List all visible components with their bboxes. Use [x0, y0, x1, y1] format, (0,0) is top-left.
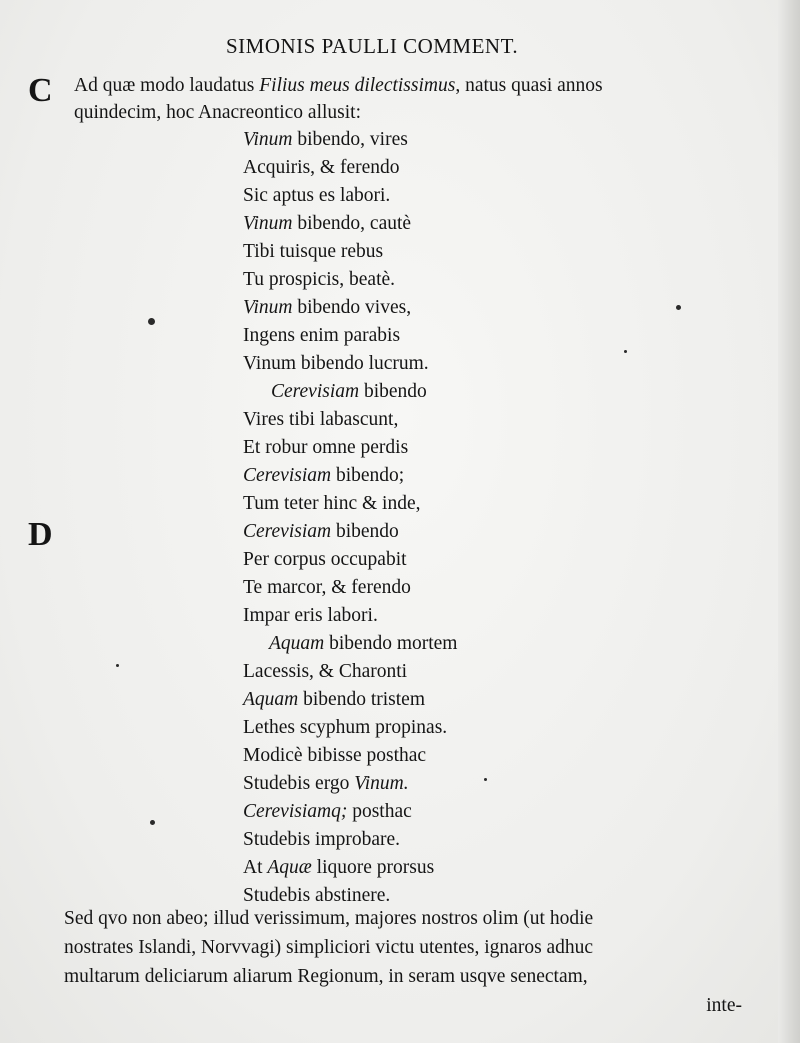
margin-letter-d: D — [28, 516, 53, 553]
poem — [243, 126, 457, 910]
verse-line — [243, 210, 457, 238]
verse-line: Tibi tuisque rebus — [243, 241, 384, 262]
intro-line-1 — [74, 72, 774, 99]
verse-line: Vires tibi labascunt, — [243, 409, 399, 430]
verse-line — [243, 462, 457, 490]
verse-line — [243, 854, 457, 882]
verse-line — [243, 630, 457, 658]
verse-line: Te marcor, & ferendo — [243, 577, 411, 598]
verse-line — [243, 518, 457, 546]
intro-paragraph — [74, 72, 774, 126]
ink-speck — [484, 778, 487, 781]
verse-italic: Aquæ — [267, 857, 312, 878]
verse-line: Studebis improbare. — [243, 829, 401, 850]
verse-text: bibendo tristem — [298, 689, 425, 710]
closing-line-3: multarum deliciarum aliarum Regionum, in seram usqve senectam, — [64, 966, 588, 987]
verse-text: bibendo, vires — [292, 129, 408, 150]
verse-text: At — [243, 857, 268, 878]
intro-text: , natus quasi annos — [455, 75, 603, 96]
closing-paragraph — [64, 904, 780, 1020]
verse-text: bibendo — [331, 521, 399, 542]
ink-speck — [624, 350, 627, 353]
verse-line: Vinum bibendo lucrum. — [243, 353, 429, 374]
verse-line — [243, 686, 457, 714]
verse-text: posthac — [347, 801, 412, 822]
verse-line: Et robur omne perdis — [243, 437, 409, 458]
ink-speck — [148, 318, 155, 325]
verse-text: Studebis ergo — [243, 773, 355, 794]
verse-italic: Cerevisiam — [243, 465, 332, 486]
ink-speck — [116, 664, 119, 667]
verse-text: bibendo — [359, 381, 427, 402]
verse-line: Lacessis, & Charonti — [243, 661, 408, 682]
verse-text: bibendo; — [331, 465, 405, 486]
verse-italic: Vinum — [243, 297, 293, 318]
verse-italic: Vinum. — [354, 773, 409, 794]
catchword: inte- — [706, 995, 742, 1016]
ink-speck — [676, 305, 681, 310]
verse-line — [243, 378, 457, 406]
ink-speck — [150, 820, 155, 825]
verse-line: Per corpus occupabit — [243, 549, 407, 570]
closing-line-2: nostrates Islandi, Norvvagi) simpliciori victu utentes, ignaros adhuc — [64, 937, 594, 958]
verse-line: Lethes scyphum propinas. — [243, 717, 448, 738]
page-gutter-shadow — [778, 0, 800, 1043]
verse-italic: Vinum — [243, 129, 293, 150]
intro-line-2: quindecim, hoc Anacreontico allusit: — [74, 102, 362, 123]
verse-line: Tu prospicis, beatè. — [243, 269, 396, 290]
intro-text: Ad quæ modo laudatus — [74, 75, 260, 96]
verse-text: bibendo vives, — [292, 297, 412, 318]
margin-letter-c: C — [28, 72, 53, 109]
running-head: SIMONIS PAULLI COMMENT. — [226, 34, 519, 58]
verse-line: Studebis abstinere. — [243, 885, 391, 906]
verse-italic: Cerevisiam — [243, 521, 332, 542]
verse-line: Acquiris, & ferendo — [243, 157, 400, 178]
verse-line — [243, 770, 457, 798]
verse-line: Modicè bibisse posthac — [243, 745, 427, 766]
verse-line: Sic aptus es labori. — [243, 185, 391, 206]
verse-italic: Cerevisiamq; — [243, 801, 348, 822]
verse-italic: Aquam — [269, 633, 325, 654]
closing-line-1: Sed qvo non abeo; illud verissimum, majores nostros olim (ut hodie — [64, 908, 594, 929]
verse-line: Impar eris labori. — [243, 605, 378, 626]
intro-italic: Filius meus dilectissimus — [259, 75, 456, 96]
verse-text: bibendo, cautè — [292, 213, 412, 234]
verse-text: liquore prorsus — [311, 857, 435, 878]
verse-line — [243, 294, 457, 322]
verse-line: Tum teter hinc & inde, — [243, 493, 421, 514]
verse-italic: Aquam — [243, 689, 299, 710]
verse-italic: Cerevisiam — [271, 381, 360, 402]
verse-text: bibendo mortem — [324, 633, 458, 654]
verse-line — [243, 798, 457, 826]
verse-line: Ingens enim parabis — [243, 325, 401, 346]
verse-italic: Vinum — [243, 213, 293, 234]
verse-line — [243, 126, 457, 154]
